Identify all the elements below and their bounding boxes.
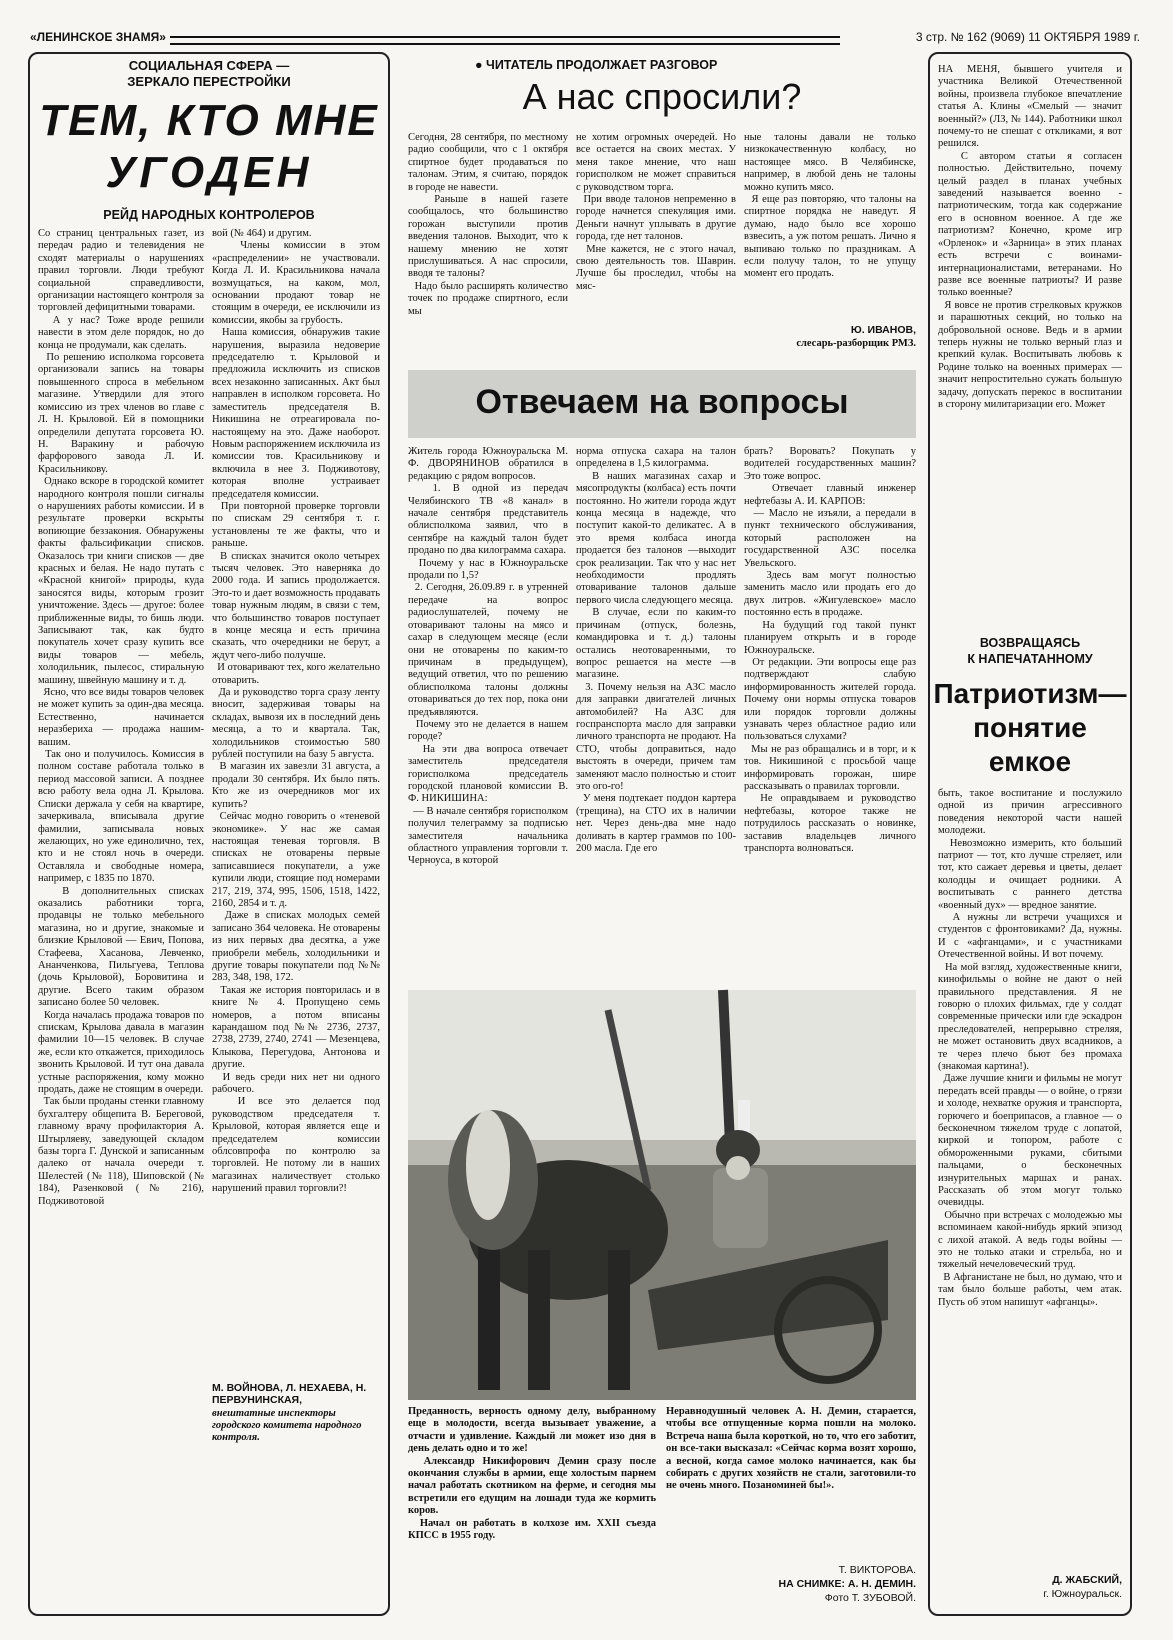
paper-name: «ЛЕНИНСКОЕ ЗНАМЯ» <box>30 30 166 44</box>
middle-letter-col-1: Сегодня, 28 сентября, по местному радио сообщили, что с 1 октября спиртное будет продаваться по талонам. Этим, я считаю, порядок в городе не навести. Раньше в нашей газете сообщалось, что большинство горожан выступили против введения талонов. Выходит, что к нашему мнению не хотят прислушиваться. А нас спросили, вводя те талоны? Надо было расширять количество точек по продаже спиртного, если мы <box>408 132 569 317</box>
answers-col-1: Житель города Южноуральска М. Ф. ДВОРЯНИНОВ обратился в редакцию с рядом вопросов. 1. В одной из передач Челябинского ТВ «8 канал» в начале сентября представитель облисполкома заявил, что в сентябре на каждый талон будет продано по два килограмма сахара. Почему у нас в Южноуральске продали по 1,5? 2. Сегодня, 26.09.89 г. в утренней передаче на вопрос радиослушателей, почему не отоваривают талоны на мясо и сахар в следующем месяце (если они не отоварены по каким-то причинам в предыдущем), ведущий ответил, что по решению облисполкома талоны должны отовариваться до тех пор, пока они предъявляются. Почему это не делается в нашем городе? На эти два вопроса отвечает заместитель председателя горисполкома председатель городской плановой комиссии В. Ф. НИКИШИНА: — В начале сентября горисполком получил телеграмму за подписью заместителя начальника областного управления торговли т. Черноуса, в которой <box>408 446 569 867</box>
right-signature: Д. ЖАБСКИЙ, <box>1052 1574 1122 1586</box>
left-signature: М. ВОЙНОВА, Л. НЕХАЕВА, Н. ПЕРВУНИНСКАЯ, <box>212 1382 367 1406</box>
issue-info: 3 стр. № 162 (9069) 11 ОКТЯБРЯ 1989 г. <box>915 30 1140 44</box>
right-title-3: емкое <box>988 746 1072 777</box>
photo-caption-1: Преданность, верность одному делу, выбранному еще в молодости, всегда вызывает уважение, а отчасти и удивление. Каждый ли может изо дня в день делать одно и то же! Александр Никифорович Демин сразу после окончания службы в армии, еще холостым парнем начал работать скотником на ферме, и сегодня мы встретили его едущим на лошади туда же кормить коров. Начал он работать в колхозе им. XXII съезда КПСС в 1955 году. <box>408 1406 656 1542</box>
masthead <box>30 30 1140 48</box>
right-rubric-2: К НАПЕЧАТАННОМУ <box>967 652 1093 666</box>
article-title-line-2: УГОДЕН <box>105 148 313 197</box>
article-title-line-1: ТЕМ, КТО МНЕ <box>39 96 379 145</box>
right-signature-place: г. Южноуральск. <box>1043 1588 1122 1600</box>
answers-col-3: брать? Воровать? Покупать у водителей государственных машин? Это тоже вопрос. Отвечает главный инженер нефтебазы А. И. КАРПОВ: — Масло не изъяли, а передали в пункт технического обслуживания, который расположен на государственной АЗС поселка Увельского. Здесь вам могут полностью заменить масло или продать его до двух литров. «Жигулевское» масло постоянно есть в продаже. На будущий год такой пункт планируем открыть и в городе Южноуральске. От редакции. Эти вопросы еще раз подтверждают слабую информированность жителей города. Почему они нормы отпуска товаров или порядок торговли должны узнавать через областное радио или пользоваться слухами? Мы не раз обращались и в торг, и к тов. Никишиной с просьбой чаще информировать горожан, шире рассказывать о правилах торговли. Не оправдываем и руководство нефтебазы, которое также не потрудилось рассказать о новинке, заставив владельцев личного транспорта волноваться. <box>744 446 917 854</box>
answers-col-2: норма отпуска сахара на талон определена в 1,5 килограмма. В наших магазинах сахар и мясопродукты (колбаса) есть почти постоянно. Но жители города ждут конца месяца в надежде, что поступит какой-то деликатес. А в это время колбаса иногда продается без талонов —выходит срок реализации. Так что у нас нет необходимости продлять отоваривание талонов дальше первого числа следующего месяца. В случае, если по каким-то причинам (отпуск, болезнь, командировка и т. д.) талоны остались неотоваренными, то вопрос решается на месте —в магазине. 3. Почему нельзя на АЗС масло для заправки двигателей личных автомобилей? На АЗС для госпранспорта масло для заправки личного транспорта не продают. На СТО, чтобы доправиться, надо выстоять в очереди, причем там заменяют масло полностью и стоит это ого-го! У меня подтекает поддон картера (трещина), на СТО их в наличии нет. Через день-два мне надо доливать в картер граммов по 100-200 масла. Где его <box>576 446 737 854</box>
photo-caption-2: Неравнодушный человек А. Н. Демин, старается, чтобы все отпущенные корма пошли на молоко. Встреча наша была короткой, но то, что его заботит, он все-таки высказал: «Сейчас корма возят хорошо, а весной, когда самое молоко начинается, как бы собирать с других хозяйств не стали, заготовили-то не очень много. Позаноминей бы!». <box>666 1406 919 1492</box>
left-article-box <box>28 52 390 1616</box>
right-title-1: Патриотизм— <box>933 678 1127 709</box>
right-article-box <box>928 52 1132 1616</box>
middle-letter-col-3: ные талоны давали не только низкокачественную колбасу, но настоящее мясо. В Челябинске, например, в любой день не талоны можно купить мясо. Я еще раз повторяю, что талоны на спиртное порядка не наведут. Я думаю, надо было все хорошо взвесить, а уж потом решать. Лично я выпиваю только по праздникам. А если получу талон, то не упущу момент его продать. <box>744 132 916 280</box>
answers-heading-band <box>408 370 916 438</box>
bullet-icon: ● <box>475 58 487 72</box>
photo-man-on-horse-cart <box>408 990 916 1400</box>
middle-letter-col-2: не хотим огромных очередей. Но все остается на своих местах. У меня такое мнение, что наш горисполком не может справиться с руководством торга. При вводе талонов непременно в городе начнется спекуляция ими. Деньги начнут уплывать в другие города, где нет талонов. Мне кажется, не с этого начал, свою деятельность тов. Шаврин. Лучше бы проследил, чтобы на мяс- <box>576 132 736 292</box>
photo-credit-subject: НА СНИМКЕ: А. Н. ДЕМИН. <box>778 1578 916 1590</box>
answers-heading: Отвечаем на вопросы <box>475 383 849 421</box>
middle-letter-sign-role: слесарь-разборщик РМЗ. <box>796 338 916 349</box>
right-bottom-text: быть, такое воспитание и послужило одной из причин агрессивного поведения некоторой части нашей молодежи. Невозможно измерить, кто больший патриот — тот, кто лучше стреляет, или тот, кто сажает деревья и цветы, делает колодцы и очищает родники. А воспитывать с раннего детства «военный дух» — вредное занятие. А нужны ли встречи учащихся и студентов с фронтовиками? Да, нужны. И с «афганцами», и с участниками Отечественной войны. И вот почему. На мой взгляд, художественные книги, кинофильмы о войне не дают о ней правильного представления. Я не говорю о плохих фильмах, где у солдат современные прически или где эскадрон преследователей, непрерывно стреляя, не может остановить двух всадников, а те через плечо бьют без промаха (знакомая картина!). Даже лучшие книги и фильмы не могут передать всей правды — о войне, о грязи и холоде, нехватке оружия и транспорта, горючего и боеприпасов, а главное — о бесконечном тяжелом труде с лопатой, киркой и топором, работе с обмороженными руками, сбитыми пальцами, о бесконечных изнурительных маршах и ранах. Рассказать об этом могут только очевидцы. Обычно при встречах с молодежью мы вспоминаем какой-нибудь яркий эпизод с лихой атакой. А ведь годы войны — это не только атаки и стрельба, но и тяжелый нечеловеческий труд. В Афганистане не был, но думаю, что и там было больше работы, чем атак. Пусть об этом напишут «афганцы». <box>938 788 1123 1308</box>
rubric-line-2: ЗЕРКАЛО ПЕРЕСТРОЙКИ <box>127 74 291 89</box>
photo-illustration <box>408 990 916 1400</box>
masthead-rule <box>170 36 840 45</box>
middle-title: А нас спросили? <box>522 76 802 117</box>
right-rubric-1: ВОЗВРАЩАЯСЬ <box>979 636 1081 650</box>
right-title-2: понятие <box>973 712 1087 743</box>
middle-rubric-text: ЧИТАТЕЛЬ ПРОДОЛЖАЕТ РАЗГОВОР <box>486 58 718 72</box>
article-subtitle: РЕЙД НАРОДНЫХ КОНТРОЛЕРОВ <box>103 208 315 222</box>
caption-author: Т. ВИКТОРОВА. <box>838 1564 916 1576</box>
right-top-text: НА МЕНЯ, бывшего учителя и участника Великой Отечественной войны, произвела глубокое впечатление статья А. Клины «Смелый — значит военный?» (ЛЗ, № 144). Работники школ почему-то не спешат с откликами, я вот решился. С автором статьи я согласен полностью. Действительно, почему целый раздел в планах учебных заведений называется военно - патриотическим, тогда как содержание его в основном военное. А где же патриотизм? Конечно, кроме игр «Орленок» и «Зарница» в этих планах есть встречи с воинами-интернационалистами, ветеранами. Но разве все военные патриоты? И разве только военные? Я вовсе не против стрелковых кружков и парашютных секций, но только на добровольной основе. Ведь и в армии теперь нужны не только верный глаз и крепкий кулак. Воспитывать любовь к Родине только на военных примерах — значит непростительно сужать большую задачу, допускать перекос в воспитании в сторону милитаризации его. Может <box>938 64 1123 410</box>
photo-credit-author: Фото Т. ЗУБОВОЙ. <box>824 1592 916 1604</box>
left-signature-role: внештатные инспекторы городского комитета народного контроля. <box>212 1408 362 1443</box>
middle-letter-sign: Ю. ИВАНОВ, <box>850 324 916 336</box>
rubric-line-1: СОЦИАЛЬНАЯ СФЕРА — <box>128 58 290 73</box>
left-column-1: Со страниц центральных газет, из передач радио и телевидения не сходят материалы о нарушениях правил торговли. Люди требуют социальной справедливости, организации настоящего контроля за торговлей дефицитными товарами. А у нас? Тоже вроде решили навести в этом деле порядок, но до конца не продумали, как сделать. По решению исполкома горсовета организовали запись на товары повышенного спроса в мебельном магазине. Утвердили для этого комиссию из трех членов во главе с Л. Н. Крыловой. Ей в помощники определили депутата горсовета Ю. Н. Варакину и рабочую фарфорового завода Л. И. Красильникову. Однако вскоре в городской комитет народного контроля пошли сигналы о нарушениях работы комиссии. И в результате проверки вскрыты вопиющие беззакония. Обнаружены факты фальсификации списков. Оказалось три книги списков — две красных и белая. Не надо путать с «Красной книгой» природы, куда заносятся виды, которым грозит уничтожение. Здесь — другое: более приближенные виды, то бишь люди. Записывают так, как будто покупатель хочет сразу купить все виды товаров — мебель, холодильник, пылесос, стиральную машину, швейную машину и т. д. Ясно, что все виды товаров человек не может купить за один-два месяца. Естественно, начинается неразбериха — продажа нашим-вашим. Так оно и получилось. Комиссия в полном составе работала только в период массовой записи. А позднее всю работу вела одна Л. Крылова. Списки держала у себя на квартире, зачеркивала, вписывала другие фамилии, записывала новых желающих, но уже единолично, тех, кто и не стоял ночь в очереди. Оставляла и свободные номера, например, с 1835 по 1870. В дополнительных списках оказались работники торга, продавцы не только мебельного магазина, но и другие, знакомые и близкие Крыловой — Евич, Попова, Стафеева, Хасанова, Левченко, Ананченкова, Пильгуева, Теплова (дочь Крыловой), Боровитина и другие. Всего таким образом записано более 50 человек. Когда началась продажа товаров по спискам, Крылова давала в магазин фамилии 10—15 человек. В случае же, если кто откажется, приходилось звонить Крыловой. И тут она давала устные распоряжения, кому можно продать, даже не стоящим в очереди. Так были проданы стенки главному бухгалтеру общепита В. Береговой, главному врачу профилактория А. Штырляеву, заведующей складом базы торга Г. Дунской и записанным далеко от начала очереди т. Шелестей (№ 118), Шиповской (№ 184), Разенковой (№ 216), Подживотовой <box>38 228 205 1207</box>
middle-rubric <box>475 58 875 72</box>
left-column-2: вой (№ 464) и другим. Члены комиссии в этом «распределении» не участвовали. Когда Л. И. Красильникова начала возмущаться, на каком, мол, основании продают товар не стоящим в очереди, ее исключили из комиссии, якобы за грубость. Наша комиссия, обнаружив такие нарушения, выразила недоверие председателю т. Крыловой и предложила исключить из списков всех незаконно записанных. Акт был направлен в исполком горсовета. Но заместитель председателя В. Никишина не отреагировала по-настоящему на это. Даже наоборот. Новым распоряжением исключила из комиссии тов. Красильникову и включила в нее З. Подживотову, которая вполне устраивает председателя комиссии. При повторной проверке торговли по спискам 29 сентября т. г. установлены те же факты, что и раньше. В списках значится около четырех тысяч человек. Это наверняка до 2000 года. И запись продолжается. Это-то и дает возможность продавать товар нужным людям, в связи с тем, что большинство товаров поступает в конце месяца и есть причина сказать, что очередники не берут, а ждут чего-либо получше. И отоваривают тех, кого желательно отоварить. Да и руководство торга сразу ленту вносит, задерживая товары на складах, вывозя их в последний день месяца, а то и квартала. Так, холодильников стоимостью 580 рублей поступили на базу 5 августа. В магазин их завезли 31 августа, а продали 30 сентября. Их было пять. Кто же из очередников мог их купить? Сейчас модно говорить о «теневой экономике». У нас же самая настоящая теневая торговля. В списках не отоварены первые записавшиеся покупатели, а уже купили люди, стоящие под номерами 217, 219, 374, 995, 1506, 1518, 1422, 2160, 2854 и т. д. Даже в списках молодых семей записано 364 человека. Не отоварены из них первых два десятка, а уже приобрели мебель, холодильники и другие товары покупатели под №№ 283, 348, 198, 172. Такая же история повторилась и в книге № 4. Пропущено семь номеров, а потом вписаны карандашом под №№ 2736, 2737, 2738, 2739, 2740, 2741 — Мезенцева, Клыкова, Перегудова, Антонова и другие. И ведь среди них нет ни одного рабочего. И все это делается под руководством председателя т. Крыловой, которая является еще и председателем комиссии облсовпрофа по контролю за торговлей. Не потому ли в наших магазинах наличествует столько нарушений правил торговли?! <box>212 228 381 1195</box>
